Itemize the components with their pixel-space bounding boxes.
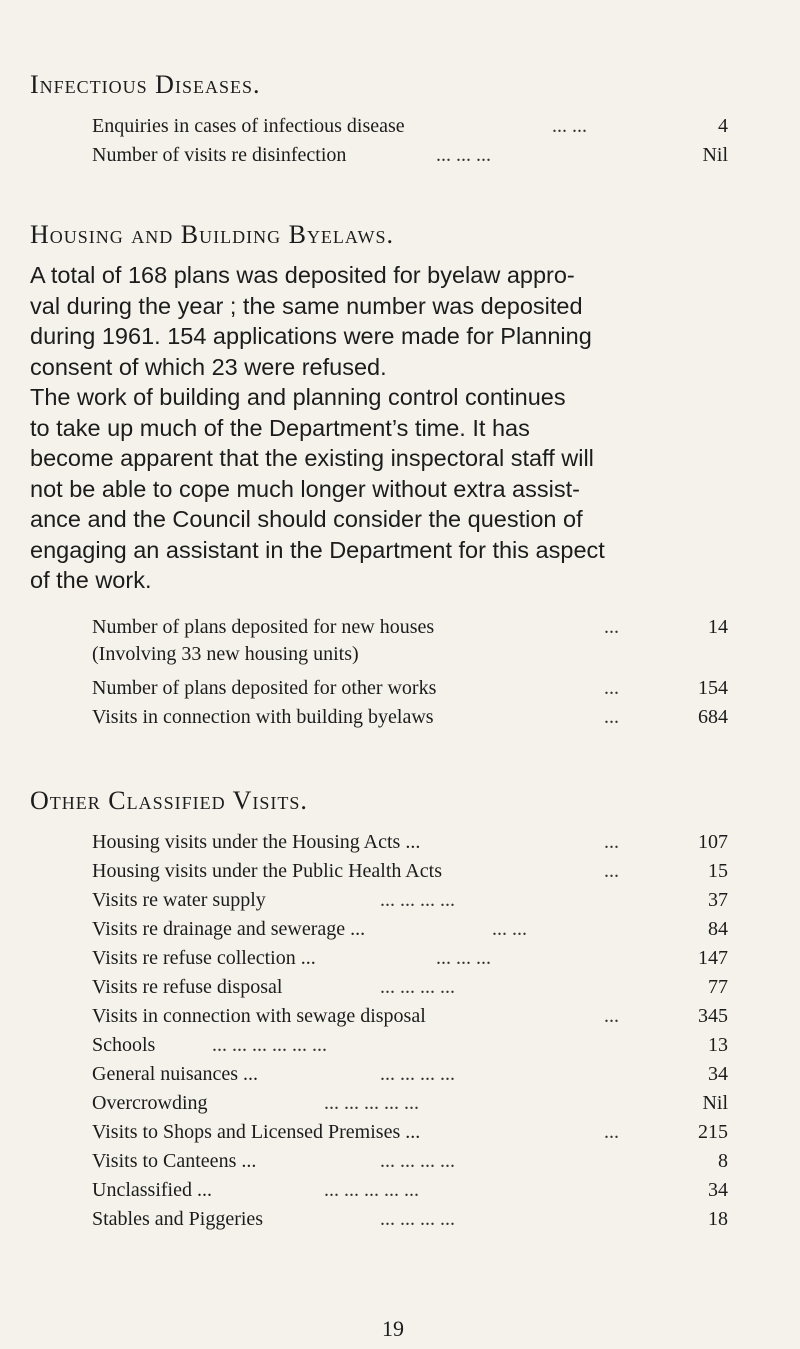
row-value: 684: [698, 706, 728, 728]
row-label: Number of plans deposited for other works: [92, 677, 437, 699]
row-leader-dots: ... ... ... ...: [380, 1208, 455, 1230]
table-row: [92, 674, 728, 702]
row-value: 37: [708, 889, 728, 911]
row-label: Stables and Piggeries: [92, 1208, 264, 1230]
table-row: [92, 112, 728, 140]
row-label: Visits to Canteens ...: [92, 1150, 257, 1172]
row-leader-dots: ... ... ... ...: [380, 1063, 455, 1085]
infectious-diseases-heading: Infectious Diseases.: [30, 70, 261, 99]
page-number: 19: [382, 1316, 404, 1341]
row-leader-dots: ... ...: [492, 918, 527, 940]
row-leader-dots: ...: [604, 1121, 619, 1143]
table-row: [92, 1205, 728, 1233]
row-value: 345: [698, 1005, 728, 1027]
row-label: Number of plans deposited for new houses: [92, 616, 435, 638]
table-row: [92, 886, 728, 914]
row-value: 18: [708, 1208, 728, 1230]
row-value: 15: [708, 860, 728, 882]
row-label: Visits to Shops and Licensed Premises ...: [92, 1121, 421, 1143]
row-leader-dots: ... ...: [552, 115, 587, 137]
row-leader-dots: ...: [604, 616, 619, 638]
housing-byelaws-heading: Housing and Building Byelaws.: [30, 220, 394, 249]
table-row: [92, 973, 728, 1001]
table-row: [92, 828, 728, 856]
row-leader-dots: ...: [604, 831, 619, 853]
table-row: [92, 703, 728, 731]
row-leader-dots: ... ... ...: [436, 144, 491, 166]
table-row: [92, 1002, 728, 1030]
row-value: 34: [708, 1179, 728, 1201]
table-row: [92, 915, 728, 943]
row-value: 147: [698, 947, 728, 969]
table-row: [92, 1147, 728, 1175]
table-row: [92, 1089, 728, 1117]
row-leader-dots: ... ... ... ...: [380, 889, 455, 911]
row-leader-dots: ...: [604, 1005, 619, 1027]
row-label: Visits re refuse disposal: [92, 976, 283, 998]
row-value: 77: [708, 976, 728, 998]
row-label: Overcrowding: [92, 1092, 208, 1114]
row-leader-dots: ...: [604, 677, 619, 699]
row-leader-dots: ... ... ... ... ...: [324, 1179, 419, 1201]
row-value: 215: [698, 1121, 728, 1143]
row-leader-dots: ... ... ... ...: [380, 1150, 455, 1172]
table-row: [92, 944, 728, 972]
row-leader-dots: ... ... ... ... ... ...: [212, 1034, 327, 1056]
row-leader-dots: ...: [604, 860, 619, 882]
housing-units-note: (Involving 33 new housing units): [92, 643, 359, 665]
row-label: Visits in connection with sewage disposal: [92, 1005, 426, 1027]
table-row: [92, 1176, 728, 1204]
row-label: Visits re refuse collection ...: [92, 947, 316, 969]
row-value: Nil: [702, 144, 728, 166]
row-value: 107: [698, 831, 728, 853]
row-value: Nil: [702, 1092, 728, 1114]
table-row: [92, 1060, 728, 1088]
row-label: General nuisances ...: [92, 1063, 259, 1085]
row-label: Housing visits under the Public Health Acts: [92, 860, 442, 882]
table-row: [92, 613, 728, 641]
row-label: Visits re water supply: [92, 889, 266, 911]
row-label: Enquiries in cases of infectious disease: [92, 115, 405, 137]
row-value: 14: [708, 616, 728, 638]
row-value: 13: [708, 1034, 728, 1056]
row-label: Number of visits re disinfection: [92, 144, 347, 166]
row-leader-dots: ... ... ... ...: [380, 976, 455, 998]
row-label: Schools: [92, 1034, 156, 1056]
row-value: 8: [718, 1150, 728, 1172]
table-row: [92, 1031, 728, 1059]
housing-paragraph: A total of 168 plans was deposited for byelaw appro- val during the year ; the same number was deposited during 1961. 154 applications were made for Planning consent of which 23 were refused. The work of building and planning control continues to take up much of the Department’s time. It has become apparent that the existing inspectoral staff will not be able to cope much longer without extra assist- ance and the Council should consider the question of engaging an assistant in the Department for this aspect of the work.: [30, 262, 605, 593]
table-row: [92, 857, 728, 885]
row-label: Visits re drainage and sewerage ...: [92, 918, 366, 940]
row-label: Housing visits under the Housing Acts ...: [92, 831, 421, 853]
row-label: Visits in connection with building byelaws: [92, 706, 434, 728]
row-value: 4: [718, 115, 728, 137]
row-leader-dots: ... ... ...: [436, 947, 491, 969]
other-visits-heading: Other Classified Visits.: [30, 786, 308, 815]
row-value: 154: [698, 677, 728, 699]
row-value: 34: [708, 1063, 728, 1085]
table-row: [92, 141, 728, 169]
row-value: 84: [708, 918, 728, 940]
row-leader-dots: ...: [604, 706, 619, 728]
row-leader-dots: ... ... ... ... ...: [324, 1092, 419, 1114]
table-row: [92, 1118, 728, 1146]
row-label: Unclassified ...: [92, 1179, 212, 1201]
